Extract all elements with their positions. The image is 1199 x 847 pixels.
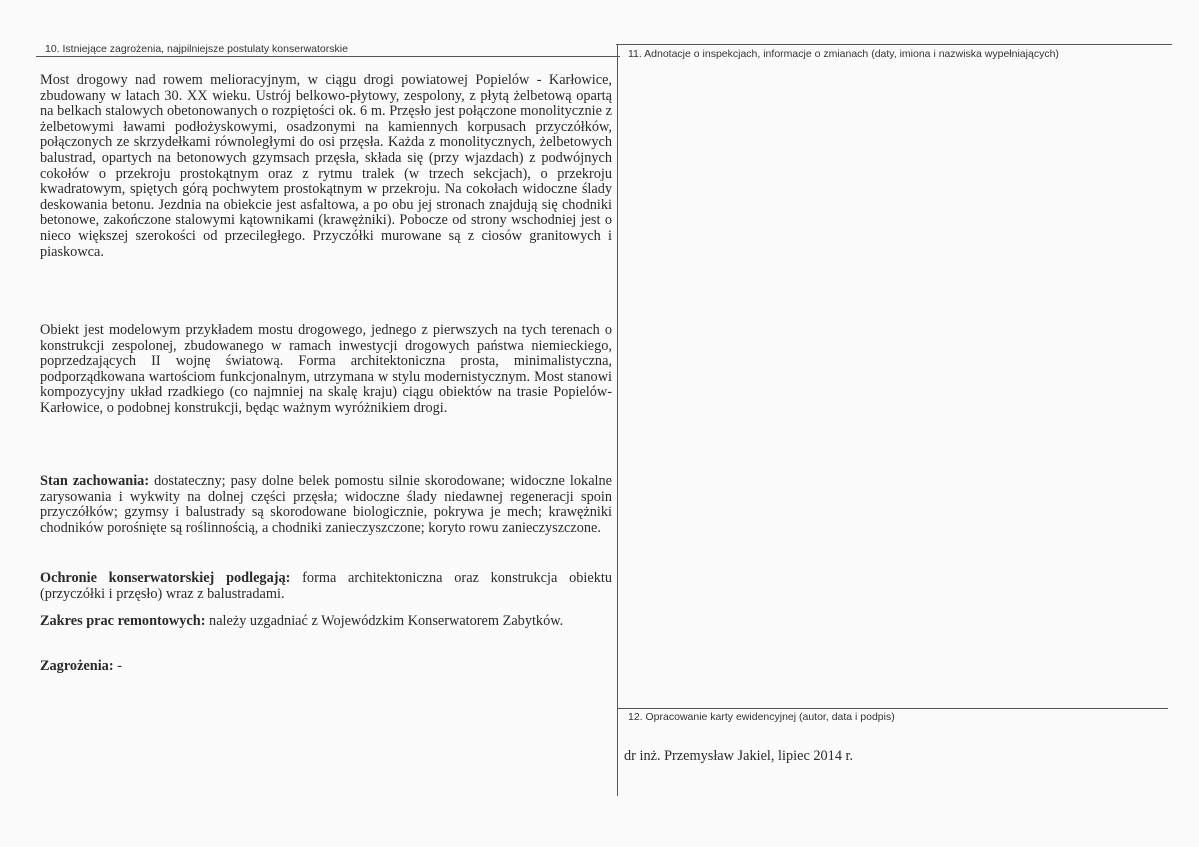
threats-paragraph [40,659,612,675]
threats-label: Zagrożenia: [40,658,114,674]
section-12-rule [617,708,1168,709]
state-text: dostateczny; pasy dolne belek pomostu silnie skorodowane; widoczne lokalne zarysowania i wykwity na dolnej części przęsła; widoczne ślady niedawnej regeneracji spoin przyczółków; gzymsy i balustrady są skorodowane biologicznie, pokrywa je mech; krawężniki chodników porośnięte są roślinnością, a chodniki zanieczyszczone; koryto rowu zanieczyszczone. [40,473,613,536]
significance-text: Obiekt jest modelowym przykładem mostu drogowego, jednego z pierwszych na tych terenach o konstrukcji zespolonej, zbudowanego w ramach inwestycji drogowych państwa niemieckiego, poprzedzających II wojnę światową. Forma architektoniczna prosta, minimalistyczna, podporządkowana wartościom funkcjonalnym, utrzymana w stylu modernistycznym. Most stanowi kompozycyjny układ rzadkiego (co najmniej na skalę kraju) ciągu obiektów na trasie Popielów-Karłowice, o podobnej konstrukcji, będąc ważnym wyróżnikiem drogi. [40,322,612,416]
section-11-header: 11. Adnotacje o inspekcjach, informacje o zmianach (daty, imiona i nazwiska wypełniających) [628,48,1059,60]
state-label: Stan zachowania: [40,473,150,489]
author-line: dr inż. Przemysław Jakiel, lipiec 2014 r. [624,748,854,764]
column-divider [617,44,618,796]
description-paragraph [40,73,612,260]
description-text: Most drogowy nad rowem melioracyjnym, w ciągu drogi powiatowej Popielów - Karłowice, zbudowany w latach 30. XX wieku. Ustrój belkowo-płytowy, zespolony, z płytą żelbetową opartą na belkach stalowych obetonowanych o rozpiętości ok. 6 m. Przęsło jest połączone monolitycznie z żelbetowymi ławami podłożyskowymi, osadzonymi na kamiennych korpusach przyczółków, połączonych ze skrzydełkami równoległymi do osi przęsła. Każda z monolitycznych, żelbetowych balustrad, opartych na betonowych gzymsach przęsła, składa się (przy wjazdach) z podwójnych cokołów o przekroju prostokątnym oraz z rytmu tralek (w trzech sekcjach), o przekroju kwadratowym, spiętych górą pochwytem prostokątnym w przekroju. Na cokołach widoczne ślady deskowania betonu. Jezdnia na obiekcie jest asfaltowa, a po obu jej stronach znajdują się chodniki betonowe, zakończone stalowymi kątownikami (krawężniki). Pobocze od strony wschodniej jest o nieco większej szerokości od przeciległego. Przyczółki murowane są z ciosów granitowych i piaskowca. [40,72,612,260]
section-10-header: 10. Istniejące zagrożenia, najpilniejsze postulaty konserwatorskie [45,43,348,55]
protection-text: forma architektoniczna oraz konstrukcja obiektu (przyczółki i przęsło) wraz z balustradami. [40,570,612,602]
works-paragraph [40,614,612,630]
state-paragraph [40,474,612,536]
threats-text: - [113,658,122,674]
works-label: Zakres prac remontowych: [40,613,206,629]
top-right-rule [616,44,1172,45]
protection-label: Ochronie konserwatorskiej podlegają: [40,570,291,586]
section-12-header: 12. Opracowanie karty ewidencyjnej (autor, data i podpis) [628,711,895,723]
section-10-rule [36,56,620,57]
protection-paragraph [40,571,612,602]
works-text: należy uzgadniać z Wojewódzkim Konserwatorem Zabytków. [205,613,564,629]
significance-paragraph [40,323,612,417]
